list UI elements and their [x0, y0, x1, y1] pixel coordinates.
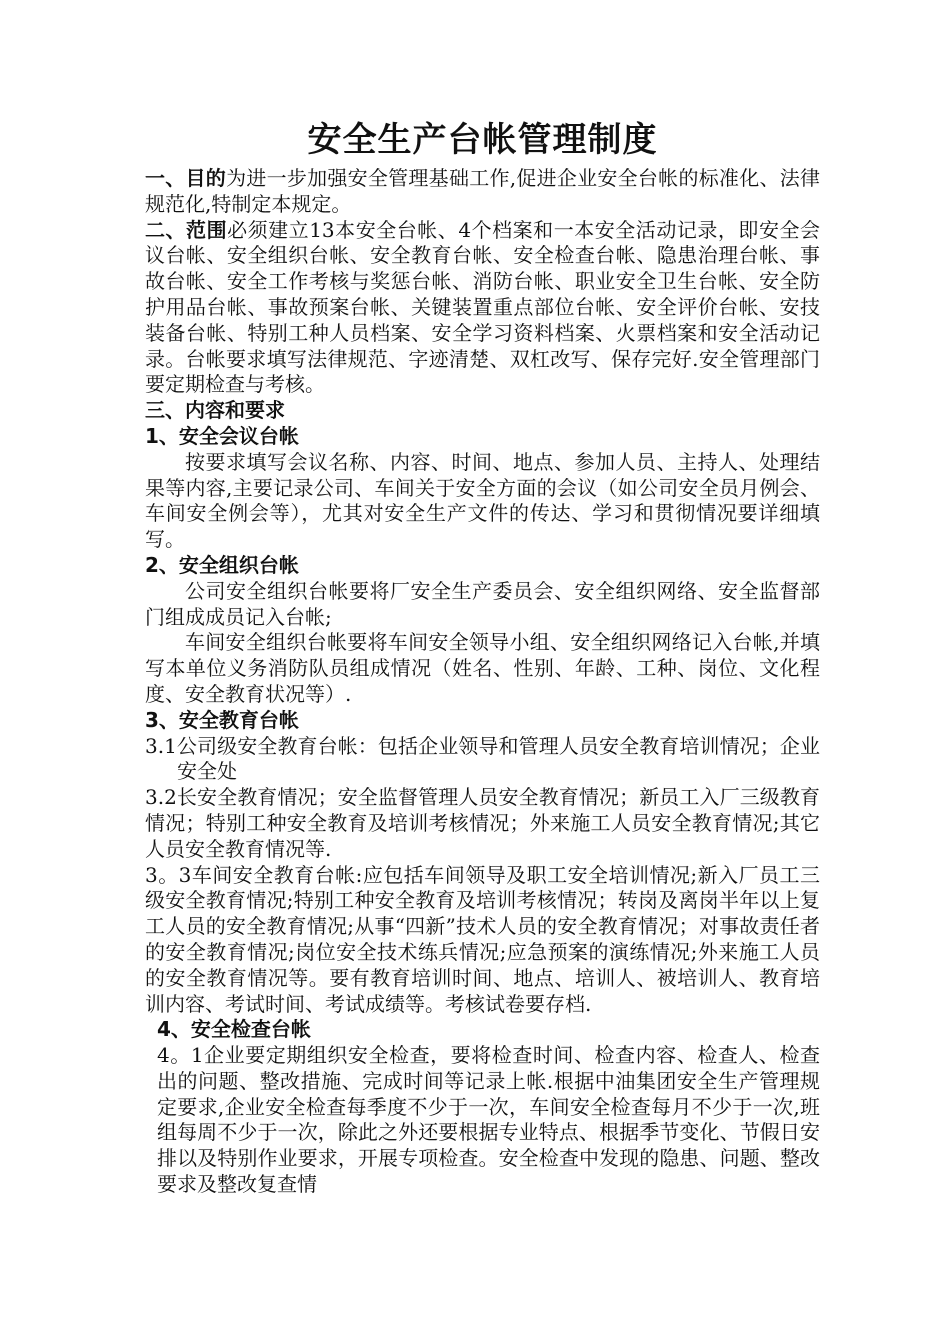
meeting-ledger-paragraph: 按要求填写会议名称、内容、时间、地点、参加人员、主持人、处理结果等内容,主要记录公司、车间关于安全方面的会议（如公司安全员月例会、车间安全例会等），尤其对安全生产文件的传达、学习和贯彻情况要详细填写。 [145, 449, 820, 552]
inspection-ledger-heading: 4、安全检查台帐 [157, 1017, 311, 1042]
section-purpose-label: 一、目的 [145, 166, 227, 190]
organization-ledger-paragraph-workshop: 车间安全组织台帐要将车间安全领导小组、安全组织网络记入台帐,并填写本单位义务消防队员组成情况（姓名、性别、年龄、工种、岗位、文化程度、安全教育状况等）. [145, 630, 820, 706]
organization-ledger-heading: 2、安全组织台帐 [145, 552, 299, 577]
section-scope [145, 218, 820, 399]
section-content-heading: 三、内容和要求 [145, 398, 285, 423]
inspection-ledger-item-4-1: 4。1企业要定期组织安全检查，要将检查时间、检查内容、检查人、检查出的问题、整改措施、完成时间等记录上帐.根据中油集团安全生产管理规定要求,企业安全检查每季度不少于一次，车间安全检查每月不少于一次,班组每周不少于一次，除此之外还要根据专业特点、根据季节变化、节假日安排以及特别作业要求，开展专项检查。安全检查中发现的隐患、问题、整改要求及整改复查情 [157, 1043, 820, 1197]
document-title: 安全生产台帐管理制度 [307, 120, 658, 160]
meeting-ledger-heading: 1、安全会议台帐 [145, 423, 299, 448]
organization-ledger-paragraph-company: 公司安全组织台帐要将厂安全生产委员会、安全组织网络、安全监督部门组成成员记入台帐; [145, 578, 820, 629]
education-ledger-heading: 3、安全教育台帐 [145, 707, 299, 732]
section-purpose-text: 为进一步加强安全管理基础工作,促进企业安全台帐的标准化、法律规范化,特制定本规定。 [145, 166, 821, 216]
education-ledger-item-3-1: 3.1公司级安全教育台帐：包括企业领导和管理人员安全教育培训情况；企业安全处 [145, 733, 820, 784]
education-ledger-item-3-2: 3.2长安全教育情况；安全监督管理人员安全教育情况；新员工入厂三级教育情况；特别工种安全教育及培训考核情况；外来施工人员安全教育情况;其它人员安全教育情况等. [145, 785, 820, 861]
education-ledger-item-3-3: 3。3车间安全教育台帐:应包括车间领导及职工安全培训情况;新入厂员工三级安全教育情况;特别工种安全教育及培训考核情况；转岗及离岗半年以上复工人员的安全教育情况;从事“四新”技术人员的安全教育情况；对事故责任者的安全教育情况;岗位安全技术练兵情况;应急预案的演练情况;外来施工人员的安全教育情况等。要有教育培训时间、地点、培训人、被培训人、教育培训内容、考试时间、考试成绩等。考核试卷要存档. [145, 862, 820, 1016]
section-scope-text: 必须建立13本安全台帐、4个档案和一本安全活动记录，即安全会议台帐、安全组织台帐、安全教育台帐、安全检查台帐、隐患治理台帐、事故台帐、安全工作考核与奖惩台帐、消防台帐、职业安全卫生台帐、安全防护用品台帐、事故预案台帐、关键装置重点部位台帐、安全评价台帐、安技装备台帐、特别工种人员档案、安全学习资料档案、火票档案和安全活动记录。台帐要求填写法律规范、字迹清楚、双杠改写、保存完好.安全管理部门要定期检查与考核。 [145, 217, 820, 397]
section-scope-label: 二、范围 [145, 217, 228, 242]
section-purpose [145, 166, 820, 218]
document-body [145, 118, 820, 1198]
